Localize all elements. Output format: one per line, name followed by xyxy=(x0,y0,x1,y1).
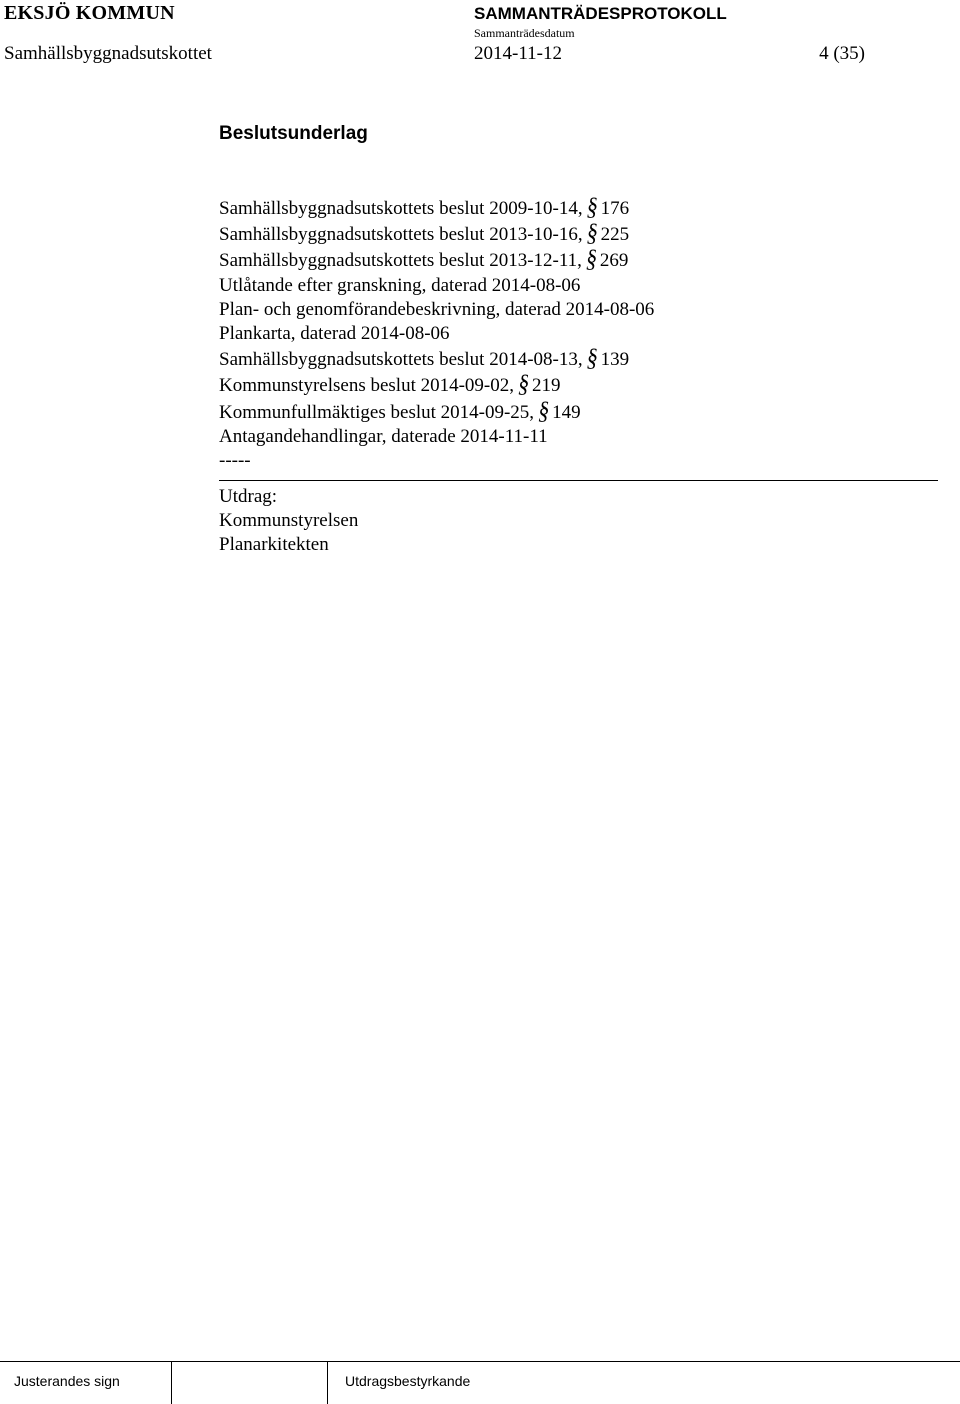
meeting-date-label: Sammanträdesdatum xyxy=(474,26,575,40)
section-heading: Beslutsunderlag xyxy=(219,123,368,144)
footer-separator xyxy=(327,1361,328,1404)
basis-item: Kommunstyrelsens beslut 2014-09-02, § 219 xyxy=(219,369,561,399)
signature-label: Justerandes sign xyxy=(14,1373,120,1389)
basis-item: Plan- och genomförandebeskrivning, daterad 2014-08-06 xyxy=(219,298,655,320)
meeting-date: 2014-11-12 xyxy=(474,43,562,64)
footer-separator xyxy=(171,1361,172,1404)
section-sign-icon: § xyxy=(518,369,530,399)
certification-label: Utdragsbestyrkande xyxy=(345,1373,471,1389)
section-sign-icon: § xyxy=(586,343,598,373)
extract-label: Utdrag: xyxy=(219,486,278,507)
basis-item: Antagandehandlingar, daterade 2014-11-11 xyxy=(219,425,548,447)
basis-list xyxy=(219,192,655,473)
page-number: 4 (35) xyxy=(819,43,865,64)
document-type: SAMMANTRÄDESPROTOKOLL xyxy=(474,4,727,23)
basis-item: Samhällsbyggnadsutskottets beslut 2013-10-16, § 225 xyxy=(219,218,630,247)
extract-block xyxy=(219,485,358,558)
basis-item: Plankarta, daterad 2014-08-06 xyxy=(219,323,450,345)
committee-name: Samhällsbyggnadsutskottet xyxy=(4,43,212,64)
basis-item: Kommunfullmäktiges beslut 2014-09-25, § 149 xyxy=(219,395,581,425)
basis-item: Samhällsbyggnadsutskottets beslut 2013-12-11, § 269 xyxy=(219,244,629,274)
basis-item: Samhällsbyggnadsutskottets beslut 2014-08-13, § 139 xyxy=(219,343,630,373)
section-sign-icon: § xyxy=(586,192,598,221)
extract-recipient: Kommunstyrelsen xyxy=(219,510,359,532)
basis-item: Utlåtande efter granskning, daterad 2014-08-06 xyxy=(219,274,581,296)
section-sign-icon: § xyxy=(585,244,597,274)
section-sign-icon: § xyxy=(538,395,550,425)
signature-footer xyxy=(0,1361,960,1404)
extract-recipient: Planarkitekten xyxy=(219,534,329,556)
section-sign-icon: § xyxy=(586,218,598,247)
basis-item: Samhällsbyggnadsutskottets beslut 2009-10-14, § 176 xyxy=(219,192,630,221)
end-marker: ----- xyxy=(219,450,251,472)
section-divider xyxy=(219,480,938,481)
footer-rule xyxy=(0,1361,960,1362)
org-name: EKSJÖ KOMMUN xyxy=(4,2,175,24)
